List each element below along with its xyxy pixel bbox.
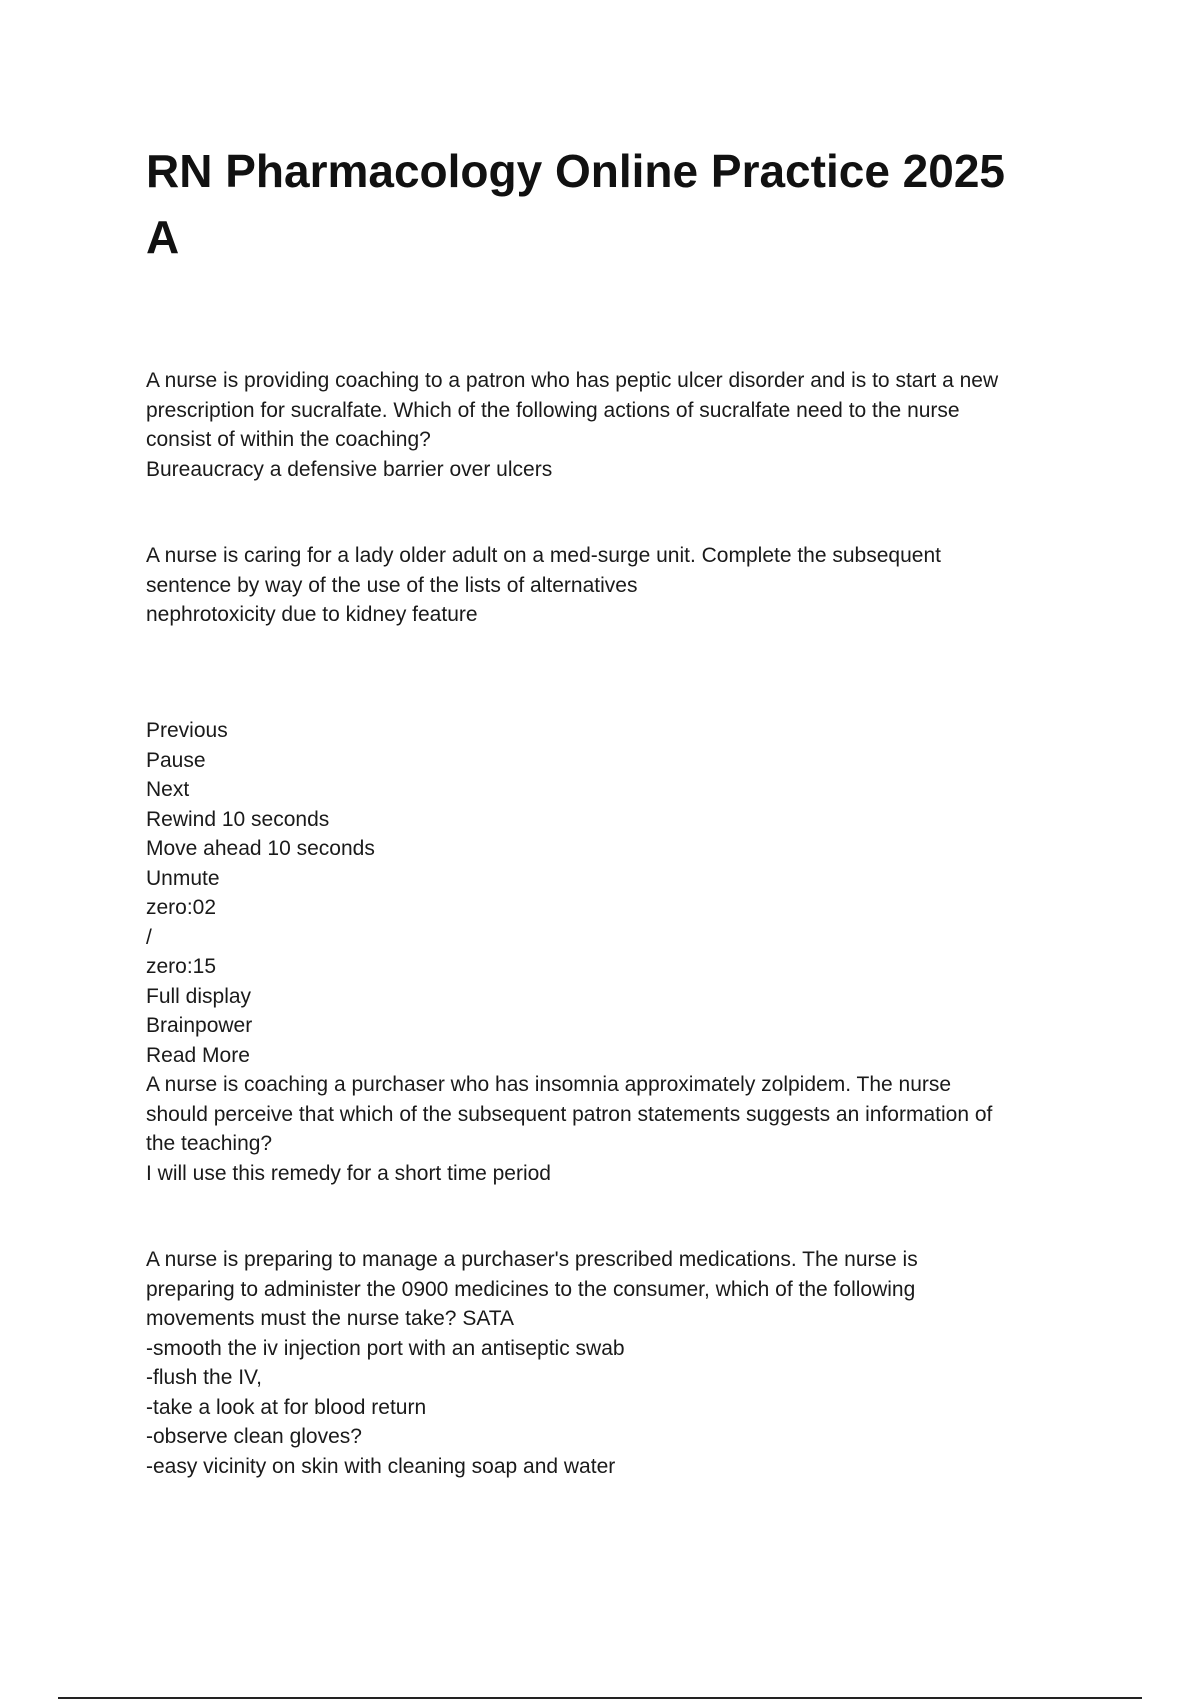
pause-button[interactable]: Pause [146, 748, 206, 772]
read-more-link[interactable]: Read More [146, 1043, 250, 1067]
question-3 [146, 1070, 1066, 1188]
question-3-text-line: A nurse is coaching a purchaser who has insomnia approximately zolpidem. The nurse [146, 1073, 952, 1096]
question-2-text-line: A nurse is caring for a lady older adult on a med-surge unit. Complete the subsequent [146, 544, 941, 567]
question-4-text-line: preparing to administer the 0900 medicines to the consumer, which of the following [146, 1277, 916, 1301]
question-4-answer: -easy vicinity on skin with cleaning soap and water [146, 1454, 616, 1478]
footer-divider [58, 1697, 1142, 1699]
question-4 [146, 1245, 1066, 1481]
brand-link[interactable]: Brainpower [146, 1014, 253, 1037]
page-title [146, 138, 1066, 270]
question-3-text-line: should perceive that which of the subsequent patron statements suggests an information of [146, 1102, 993, 1126]
question-4-text-line: A nurse is preparing to manage a purchaser's prescribed medications. The nurse is [146, 1248, 918, 1271]
time-separator: / [146, 925, 152, 949]
question-1-text-line: A nurse is providing coaching to a patron who has peptic ulcer disorder and is to start a new [146, 369, 999, 392]
fullscreen-button[interactable]: Full display [146, 984, 252, 1008]
forward-button[interactable]: Move ahead 10 seconds [146, 837, 375, 860]
question-4-answer: -observe clean gloves? [146, 1425, 362, 1448]
question-1 [146, 366, 1066, 484]
question-3-answer: I will use this remedy for a short time period [146, 1161, 551, 1185]
title-line-2: A [146, 211, 180, 263]
question-4-text-line: movements must the nurse take? SATA [146, 1307, 515, 1330]
question-2-text-line: sentence by way of the use of the lists of alternatives [146, 573, 638, 597]
question-1-answer: Bureaucracy a defensive barrier over ulcers [146, 457, 553, 481]
current-time: zero:02 [146, 896, 217, 919]
question-4-answer: -flush the IV, [146, 1366, 262, 1389]
previous-button[interactable]: Previous [146, 719, 228, 742]
next-button[interactable]: Next [146, 778, 190, 801]
unmute-button[interactable]: Unmute [146, 866, 220, 890]
video-player-text [146, 716, 1066, 1070]
question-4-answer: -smooth the iv injection port with an antiseptic swab [146, 1336, 625, 1360]
duration: zero:15 [146, 955, 217, 978]
question-4-answer: -take a look at for blood return [146, 1395, 427, 1419]
question-3-text-line: the teaching? [146, 1132, 273, 1155]
title-line-1: RN Pharmacology Online Practice 2025 [146, 145, 1006, 197]
question-2 [146, 541, 1066, 630]
question-1-text-line: prescription for sucralfate. Which of the following actions of sucralfate need to the nurse [146, 398, 960, 422]
rewind-button[interactable]: Rewind 10 seconds [146, 807, 330, 831]
question-2-answer: nephrotoxicity due to kidney feature [146, 603, 478, 626]
question-1-text-line: consist of within the coaching? [146, 428, 431, 451]
